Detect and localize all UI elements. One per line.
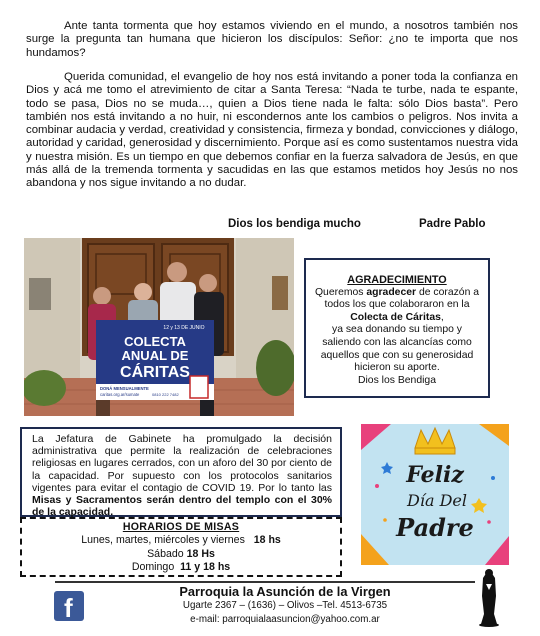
banner-line-3: CÁRITAS <box>120 364 190 381</box>
notice-bold-1: Misas y Sacramentos <box>32 494 142 507</box>
blessing-line: Dios los bendiga mucho <box>228 218 361 230</box>
thanks-line-4: ya sea donando su tiempo y <box>332 324 462 336</box>
thanks-line-7: hicieron su aporte. <box>354 362 440 374</box>
notice-text: La Jefatura de Gabinete ha promulgado la decisión administrativa que permite la realización de celebraciones religiosas en lugares cerrados, con un aforo del 30 por ciento de la capacidad. Por supuesto con los protocolos sanitarios vigentes para evitar el contagio de COVID 19. Por lo tanto las <box>32 433 332 494</box>
schedule-weekdays: Lunes, martes, miércoles y viernes 18 hs <box>81 534 281 547</box>
banner-line-2: ANUAL DE <box>121 348 189 363</box>
facebook-icon[interactable]: f <box>54 591 84 621</box>
parish-email: e-mail: parroquialaasuncion@yahoo.com.ar <box>190 614 380 625</box>
card-line-3: Padre <box>396 513 474 542</box>
signature-padre: Padre Pablo <box>419 218 486 230</box>
schedule-title: HORARIOS DE MISAS <box>122 521 240 533</box>
caritas-photo-illustration <box>24 238 294 416</box>
banner-line-1: COLECTA <box>124 334 186 349</box>
thanks-line-5: saliendo con las alcancías como <box>322 336 472 348</box>
letter-paragraph-2: Querida comunidad, el evangelio de hoy nos está invitando a poner toda la confianza en Dios y acá me tomo el atrevimiento de citar a Santa Teresa: “Nada te turbe, nada te espante, todo se pasa, Dios no se muda…, quien a Dios tiene nada le falta: sólo Dios basta”. Pero también nos está invitando a no huir, ni escondernos ante los cambios o peligros. Nos invita a combinar audacia y verdad, creatividad y consistencia, firmeza y bondad, convicciones y diálogo, autoridad y caridad, generosidad y discernimiento. Porque así es como sustentamos nuestra vida y nuestra misión. Es un tiempo en que debemos confiar en la fuerza salvadora de Jesús, en que más allá de la tremenda tormenta y sacudidas en las que estamos metidos hoy Jesús no nos abandona y nos sigue invitando a no dudar. <box>26 71 518 190</box>
card-line-2: Día Del <box>407 491 467 510</box>
footer-divider <box>55 581 475 583</box>
letter-paragraph-1: Ante tanta tormenta que hoy estamos viviendo en el mundo, a nosotros también nos surge la pregunta tan humana que hicieron los discípulos: Señor: ¿no te importa que nos hundamos? <box>26 20 518 59</box>
thanks-line-2: todos los que colaboraron en la <box>324 299 470 311</box>
banner-date: 12 y 13 DE JUNIO <box>163 325 205 331</box>
fathers-day-illustration <box>361 424 509 565</box>
thanks-line-6: aquellos que con su generosidad <box>320 349 474 361</box>
virgin-mary-icon <box>476 566 502 628</box>
mass-schedule-box <box>20 517 342 577</box>
caritas-photo <box>24 238 294 416</box>
thanks-line-3: Colecta de Cáritas, <box>350 311 444 323</box>
thanks-title: AGRADECIMIENTO <box>347 274 447 286</box>
banner-footer-1: DONÁ MENSUALMENTE <box>100 386 149 391</box>
card-line-1: Feliz <box>406 462 464 488</box>
parish-address: Ugarte 2367 – (1636) – Olivos –Tel. 4513-6735 <box>182 600 388 611</box>
thanks-line-1: Queremos agradecer de corazón a <box>314 286 480 298</box>
covid-notice-box <box>20 427 342 517</box>
schedule-saturday: Sábado 18 Hs <box>147 547 215 560</box>
banner-footer-2: caritas.org.ar/sumate <box>100 392 140 397</box>
thanks-box <box>304 258 490 398</box>
schedule-sunday: Domingo 11 y 18 hs <box>131 561 231 574</box>
fathers-day-card <box>361 424 509 565</box>
thanks-line-8: Dios los Bendiga <box>358 374 436 386</box>
banner-phone: 0810 222 7482 <box>152 392 179 397</box>
parish-name: Parroquia la Asunción de la Virgen <box>179 584 391 599</box>
notice-bold-2: serán dentro del templo con el 30% de la capacidad. <box>32 494 332 519</box>
